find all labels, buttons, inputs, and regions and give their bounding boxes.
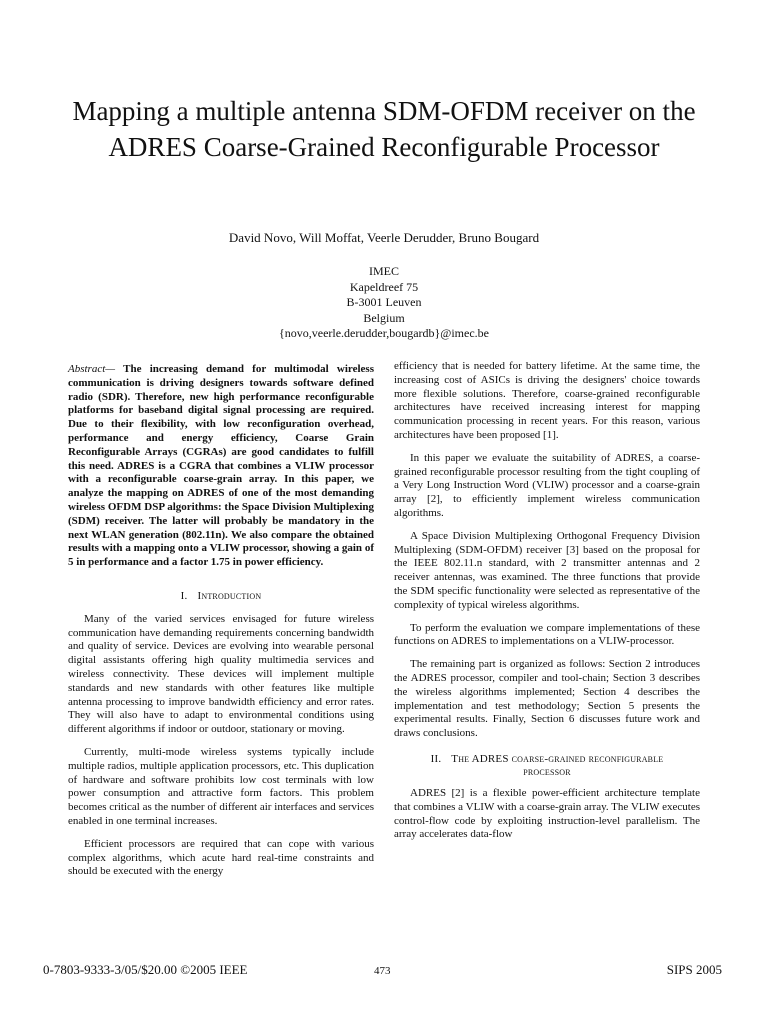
affiliation-block [40, 264, 728, 342]
abstract-lead: Abstract— [68, 363, 116, 375]
paragraph: Efficient processors are required that can cope with various complex algorithms, which acute hard real-time constraints and should be executed with the energy [68, 837, 374, 878]
affiliation-street: Kapeldreef 75 [349, 279, 419, 294]
paragraph: To perform the evaluation we compare implementations of these functions on ADRES to implementations on a VLIW-processor. [394, 621, 700, 648]
paragraph: Many of the varied services envisaged for future wireless communication have demanding requirements concerning bandwidth and quality of service. Devices are evolving into wearable personal digital assistants offering high quality multimedia services and wireless connectivity. These devices will implement multiple standards and new standards with other features like multiple antenna processing to improve bandwidth efficiency and error rates. They will also have to adapt to environmental conditions using different algorithms if indoor or outdoor, stationary or moving. [68, 612, 374, 736]
section-title-line1: The ADRES coarse-grained reconfigurable [451, 752, 664, 765]
section-number: I. [180, 589, 188, 602]
section-title: Introduction [197, 589, 262, 602]
section-number: II. [430, 752, 442, 765]
affiliation-email: {novo,veerle.derudder,bougardb}@imec.be [278, 326, 489, 340]
paragraph: In this paper we evaluate the suitability of ADRES, a coarse-grained reconfigurable processor resulting from the tight coupling of a Very Long Instruction Word (VLIW) processor and a coarse-grain array [2], to efficiently implement wireless communication algorithms. [394, 451, 700, 519]
affiliation-institute: IMEC [369, 264, 399, 278]
paragraph: A Space Division Multiplexing Orthogonal Frequency Division Multiplexing (SDM-OFDM) receiver [3] based on the proposal for the IEEE 802.11.n standard, with 2 transmitter antennas and 2 receiver antennas, was examined. The three functions that provide the SDM specific functionality were selected as representative of the complexity of typical wireless algorithms. [394, 529, 700, 611]
section-title-line2: processor [523, 765, 571, 778]
paragraph: efficiency that is needed for battery lifetime. At the same time, the increasing cost of ASICs is driving the designers' choice towards more flexible solutions. Therefore, coarse-grained reconfigurable architectures have received increasing interest for mapping communication processing in recent years. For this reason, various architectures have been proposed [1]. [394, 360, 700, 441]
paragraph: The remaining part is organized as follows: Section 2 introduces the ADRES processor, compiler and tool-chain; Section 3 describes the wireless algorithms implemented; Section 4 describes the implementation and test methodology; Section 5 presents the experimental results. Finally, Section 6 discusses future work and draws conclusions. [394, 658, 700, 740]
paragraph: ADRES [2] is a flexible power-efficient architecture template that combines a VLIW with a coarse-grain array. The VLIW executes control-flow code by exploiting instruction-level parallelism. The array accelerates data-flow [394, 786, 700, 841]
author-list: David Novo, Will Moffat, Veerle Derudder, Bruno Bougard [228, 230, 540, 245]
footer-venue: SIPS 2005 [666, 962, 722, 977]
footer-copyright: 0-7803-9333-3/05/$20.00 ©2005 IEEE [43, 962, 248, 977]
right-column [394, 360, 700, 851]
abstract [68, 363, 374, 570]
left-column [68, 363, 374, 888]
affiliation-city: B-3001 Leuven [346, 295, 422, 309]
section-heading-adres [394, 753, 700, 779]
page-number: 473 [374, 965, 391, 977]
abstract-text: The increasing demand for multimodal wireless communication is driving designers towards software defined radio (SDR). Therefore, new high performance reconfigurable platforms for baseband digital signal processing are required. Due to their flexibility, with low reconfiguration overhead, performance and energy efficiency, Coarse Grain Reconfigurable Arrays (CGRAs) are good candidates to fulfill this need. ADRES is a CGRA that combines a VLIW processor with a reconfigurable coarse-grain array. In this paper, we analyze the mapping on ADRES of one of the most demanding wireless OFDM DSP algorithms: the Space Division Multiplexing (SDM) receiver. The latter will probably be mandatory in the next WLAN generation (802.11n). We also compare the obtained results with a mapping onto a VLIW processor, showing a gain of 5 in performance and a factor 1.75 in power efficiency. [68, 363, 374, 569]
paper-title: Mapping a multiple antenna SDM-OFDM receiver on the ADRES Coarse-Grained Reconfigurable Processor [72, 96, 696, 162]
paragraph: Currently, multi-mode wireless systems typically include multiple radios, multiple application processors, etc. This duplication of hardware and software prohibits low cost terminals with low power consumption and attractive form factors. This problem becomes critical as the number of different air interfaces and services enabled in one terminal increases. [68, 745, 374, 827]
section-heading-introduction [68, 590, 374, 604]
affiliation-country: Belgium [363, 310, 405, 325]
